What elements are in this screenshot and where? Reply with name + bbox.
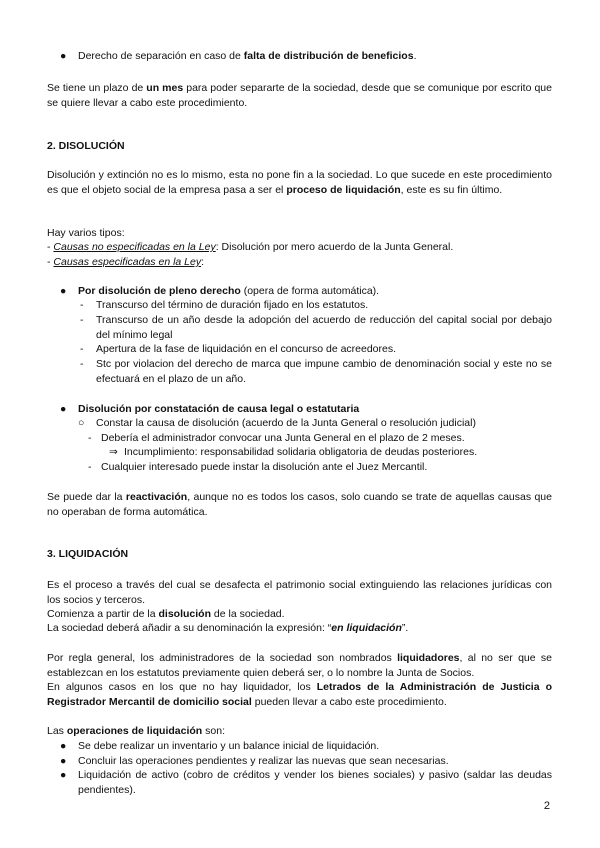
tipo-no-especificadas: - Causas no especificadas en la Ley: Disolución por mero acuerdo de la Junta General. [47, 241, 454, 253]
bullet-marker: ● [60, 50, 67, 62]
dash-text: Apertura de la fase de liquidación en el concurso de acreedores. [96, 343, 397, 355]
paragraph-disolucion: Disolución y extinción no es lo mismo, esta no pone fin a la sociedad. Lo que sucede en este procedimiento es que el objeto social de la empresa pasa a ser el proceso de liquidación, este es su fin último. [47, 169, 552, 196]
dash-marker: - [80, 299, 84, 311]
dash-text: Debería el administrador convocar una Junta General en el plazo de 2 meses. [101, 432, 465, 444]
dash-marker: - [80, 314, 84, 326]
tipo-especificadas: - Causas especificadas en la Ley: [47, 256, 205, 268]
dash-marker: - [80, 358, 84, 370]
bullet-text: Por disolución de pleno derecho (opera de forma automática). [78, 285, 380, 297]
bullet-text: Derecho de separación en caso de falta de distribución de beneficios. [78, 50, 417, 62]
dash-text: Transcurso de un año desde la adopción del acuerdo de reducción del capital social por debajo del mínimo legal [96, 314, 552, 341]
paragraph-liquidacion-comienzo: Comienza a partir de la disolución de la sociedad. [47, 608, 285, 620]
bullet-text: Se debe realizar un inventario y un balance inicial de liquidación. [78, 740, 380, 752]
paragraph-reactivacion: Se puede dar la reactivación, aunque no es todos los casos, solo cuando se trate de aquellas causas que no operaban de forma automática. [47, 491, 552, 518]
bullet-marker: ● [60, 755, 67, 767]
circle-text: Constar la causa de disolución (acuerdo de la Junta General o resolución judicial) [96, 417, 476, 429]
dash-text: Transcurso del término de duración fijado en los estatutos. [96, 299, 369, 311]
bullet-marker: ● [60, 740, 67, 752]
dash-text: Cualquier interesado puede instar la disolución ante el Juez Mercantil. [101, 461, 428, 473]
arrow-right-icon: ⇒ [109, 446, 118, 458]
paragraph-plazo: Se tiene un plazo de un mes para poder separarte de la sociedad, desde que se comunique por escrito que se quiere llevar a cabo este procedimiento. [47, 82, 552, 109]
page-number: 2 [543, 800, 550, 812]
arrow-text: Incumplimiento: responsabilidad solidaria obligatoria de deudas posteriores. [124, 446, 478, 458]
bullet-marker: ● [60, 769, 67, 781]
dash-marker: - [80, 343, 84, 355]
circle-marker: ○ [78, 417, 85, 429]
section-title-disolucion: 2. DISOLUCIÓN [47, 140, 125, 152]
dash-marker: - [88, 432, 92, 444]
bullet-marker: ● [60, 403, 67, 415]
bullet-text: Concluir las operaciones pendientes y realizar las nuevas que sean necesarias. [78, 755, 449, 767]
dash-marker: - [88, 461, 92, 473]
paragraph-liquidacion-denominacion: La sociedad deberá añadir a su denominación la expresión: “en liquidación”. [47, 622, 409, 634]
paragraph-letrados: En algunos casos en los que no hay liquidador, los Letrados de la Administración de Justicia o Registrador Mercantil de domicilio social pueden llevar a cabo este procedimiento. [47, 681, 552, 708]
paragraph-liquidacion-definicion: Es el proceso a través del cual se desafecta el patrimonio social extinguiendo las relaciones jurídicas con los socios y terceros. [47, 579, 552, 606]
bullet-text: Liquidación de activo (cobro de créditos y vender los bienes sociales) y pasivo (saldar las deudas pendientes). [78, 769, 552, 796]
bullet-marker: ● [60, 285, 67, 297]
operaciones-intro: Las operaciones de liquidación son: [47, 725, 225, 737]
section-title-liquidacion: 3. LIQUIDACIÓN [47, 548, 129, 560]
bullet-text: Disolución por constatación de causa legal o estatutaria [78, 403, 360, 415]
paragraph-liquidadores: Por regla general, los administradores de la sociedad son nombrados liquidadores, al no ser que se establezcan en los estatutos previamente quien deberá ser, o lo nombre la Junta de Socios. [47, 652, 552, 679]
tipos-intro: Hay varios tipos: [47, 227, 125, 239]
dash-text: Stc por violacion del derecho de marca que impune cambio de denominación social y este no se efectuará en el plazo de un año. [96, 358, 552, 385]
